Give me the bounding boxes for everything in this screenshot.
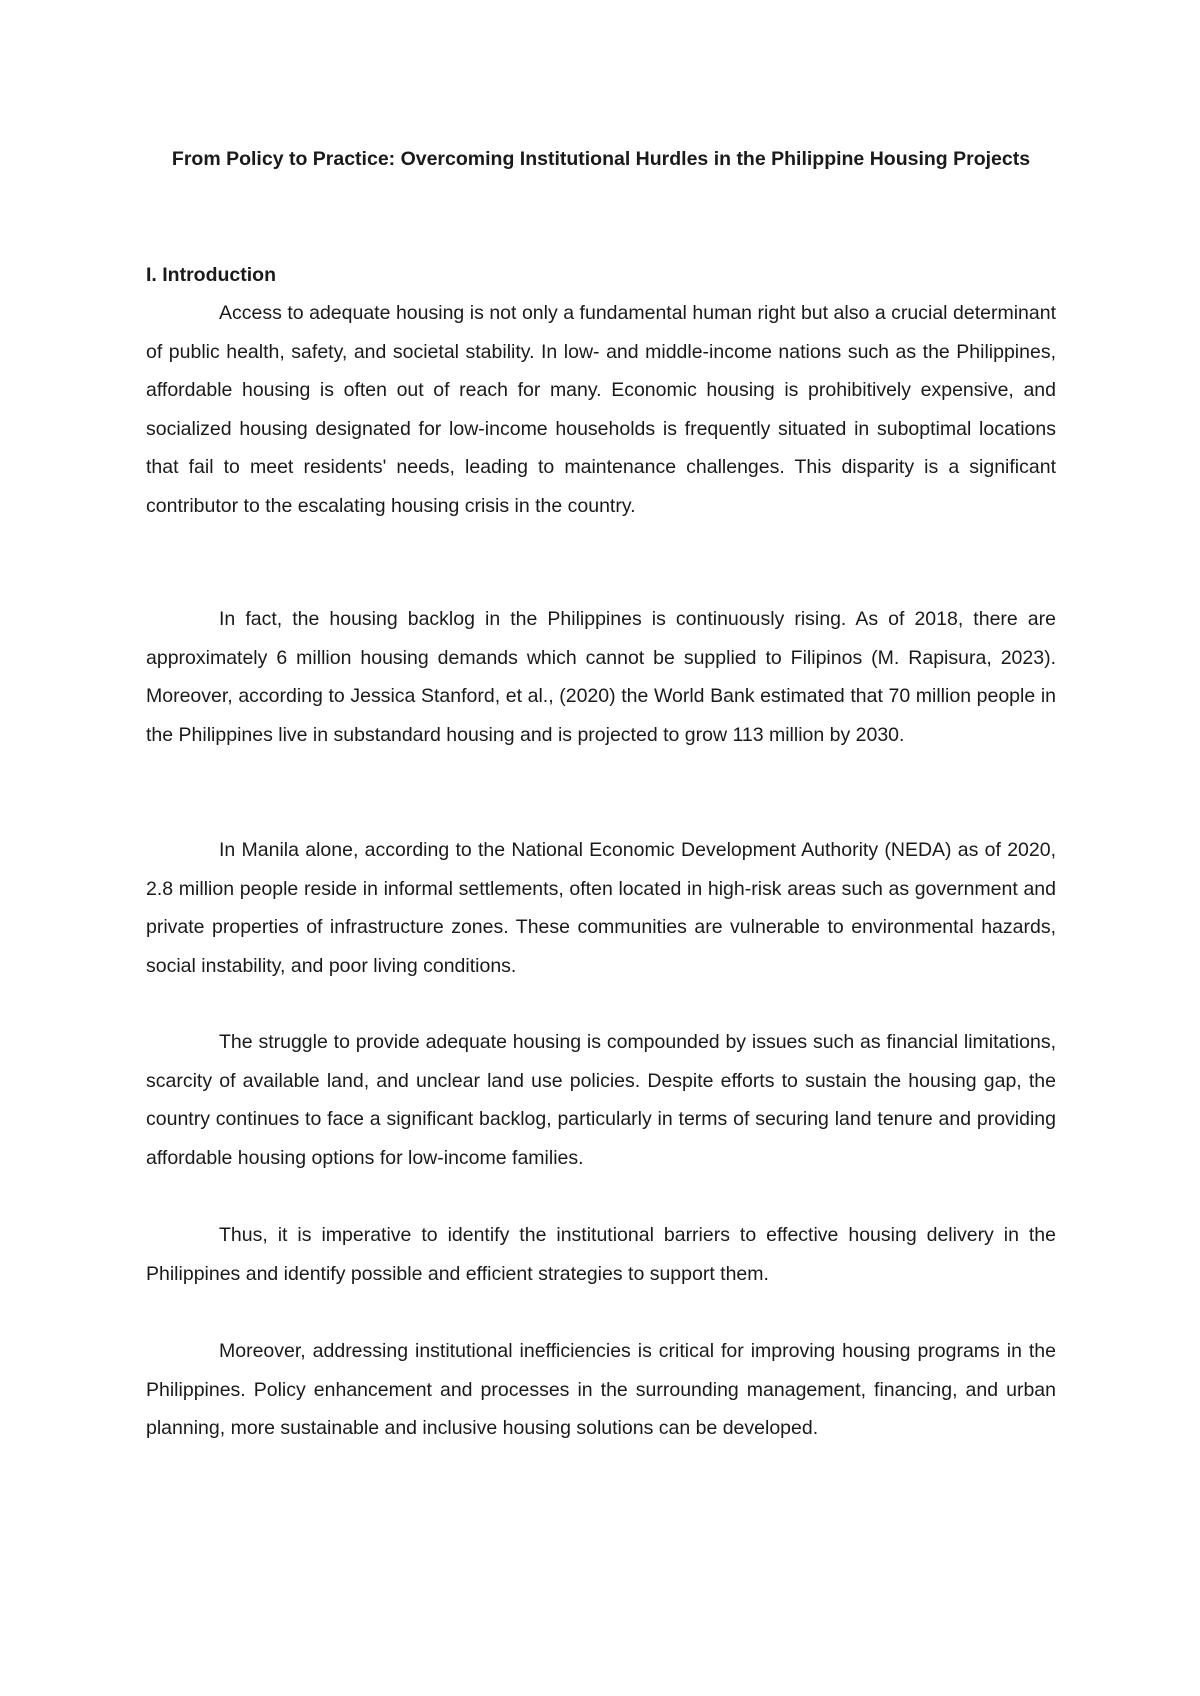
paragraph: In Manila alone, according to the National Economic Development Authority (NEDA) as of 2020, 2.8 million people reside in informal settlements, often located in high-risk areas such as government and private properties of infrastructure zones. These communities are vulnerable to environmental hazards, social instability, and poor living conditions.	[146, 839, 1056, 977]
paragraph: Moreover, addressing institutional inefficiencies is critical for improving housing programs in the Philippines. Policy enhancement and processes in the surrounding management, financing, and urban planning, more sustainable and inclusive housing solutions can be developed.	[146, 1340, 1056, 1439]
paragraph: The struggle to provide adequate housing is compounded by issues such as financial limitations, scarcity of available land, and unclear land use policies. Despite efforts to sustain the housing gap, the country continues to face a significant backlog, particularly in terms of securing land tenure and providing affordable housing options for low-income families.	[146, 1031, 1056, 1169]
document-title: From Policy to Practice: Overcoming Institutional Hurdles in the Philippine Housing Projects	[171, 148, 1031, 170]
paragraph: In fact, the housing backlog in the Philippines is continuously rising. As of 2018, there are approximately 6 million housing demands which cannot be supplied to Filipinos (M. Rapisura, 2023). Moreover, according to Jessica Stanford, et al., (2020) the World Bank estimated that 70 million people in the Philippines live in substandard housing and is projected to grow 113 million by 2030.	[146, 608, 1056, 746]
section-heading-introduction: I. Introduction	[146, 264, 276, 286]
paragraph: Access to adequate housing is not only a fundamental human right but also a crucial determinant of public health, safety, and societal stability. In low- and middle-income nations such as the Philippines, affordable housing is often out of reach for many. Economic housing is prohibitively expensive, and socialized housing designated for low-income households is frequently situated in suboptimal locations that fail to meet residents' needs, leading to maintenance challenges. This disparity is a significant contributor to the escalating housing crisis in the country.	[146, 302, 1056, 517]
paragraph: Thus, it is imperative to identify the institutional barriers to effective housing delivery in the Philippines and identify possible and efficient strategies to support them.	[146, 1224, 1056, 1285]
